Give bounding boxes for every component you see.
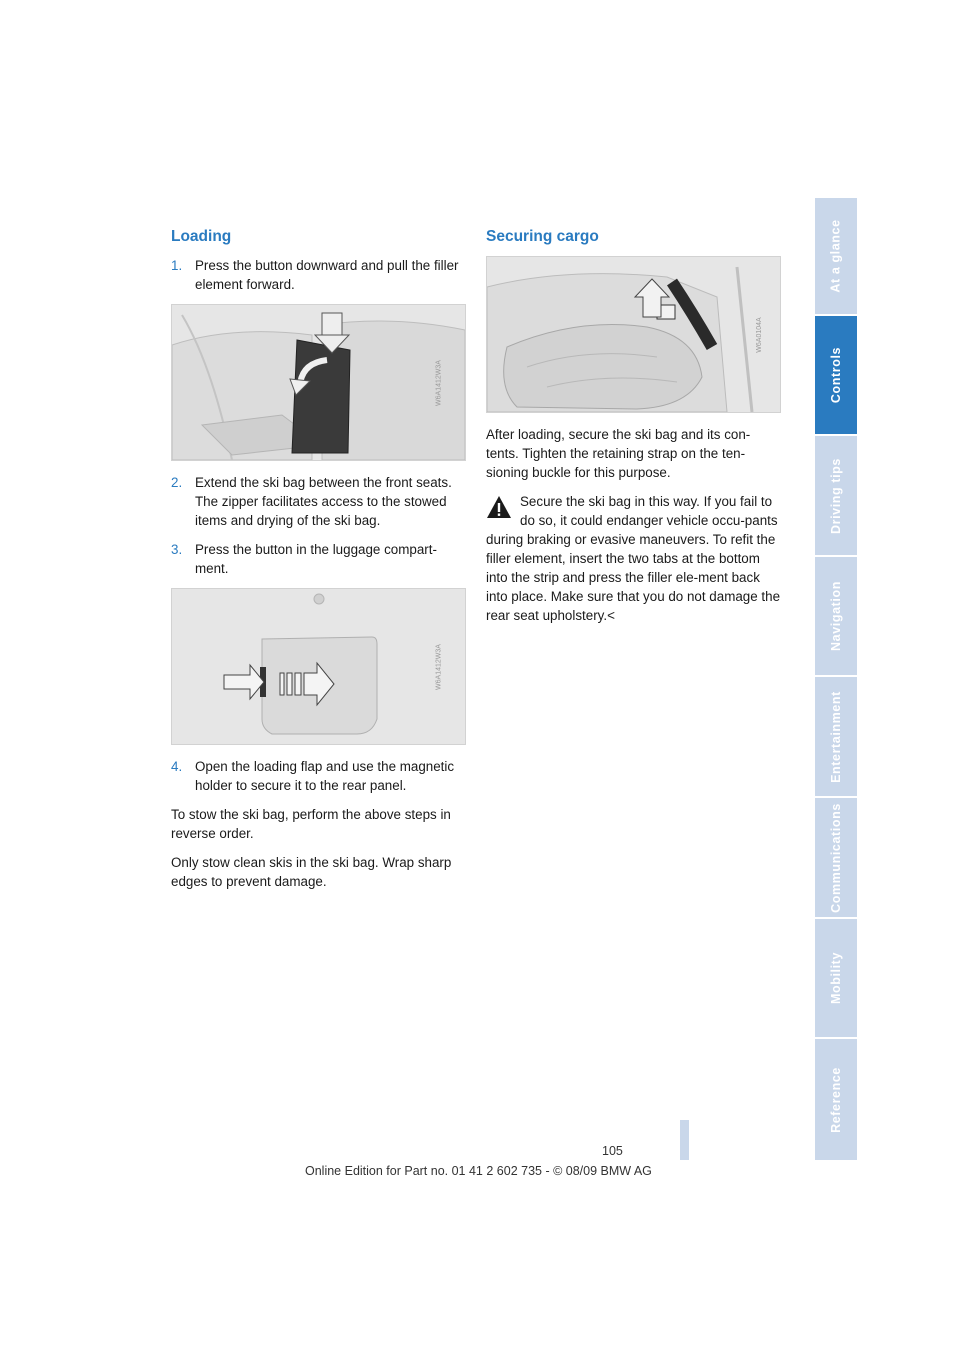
figure-code: W6A1412W3A bbox=[435, 643, 443, 690]
warning-text: Secure the ski bag in this way. If you fail to do so, it could endanger vehicle occu-pants during braking or evasive maneuvers. To refit the filler element, insert the two tabs at the bottom into the strip and press the filler ele-ment back into place. Make sure that you do not damage the rear seat upholstery. bbox=[486, 494, 781, 623]
tab-controls[interactable] bbox=[815, 316, 857, 436]
left-column bbox=[171, 228, 466, 901]
tab-driving-tips[interactable] bbox=[815, 436, 857, 557]
tab-label: Controls bbox=[829, 346, 843, 404]
step-number: 1. bbox=[171, 258, 183, 273]
figure-luggage-button bbox=[171, 588, 466, 745]
step-3 bbox=[171, 540, 466, 578]
tab-label: Entertainment bbox=[829, 690, 843, 783]
section-heading-securing-cargo: Securing cargo bbox=[486, 228, 599, 245]
section-heading-loading: Loading bbox=[171, 228, 232, 245]
step-text: Extend the ski bag between the front seats. The zipper facilitates access to the stowed items and drying of the ski bag. bbox=[195, 475, 452, 528]
step-text: Press the button downward and pull the filler element forward. bbox=[195, 258, 459, 292]
tab-label: Driving tips bbox=[829, 457, 843, 534]
step-1 bbox=[171, 256, 466, 294]
figure-code: W6A0104A bbox=[755, 316, 763, 353]
page-number: 105 bbox=[602, 1144, 623, 1158]
tab-label: Mobility bbox=[829, 951, 843, 1005]
paragraph-after-loading: After loading, secure the ski bag and its con-tents. Tighten the retaining strap on the ten-sioning buckle for this purpose. bbox=[486, 427, 751, 480]
tab-at-a-glance[interactable] bbox=[815, 198, 857, 316]
step-text: Press the button in the luggage compart-ment. bbox=[195, 542, 437, 576]
end-mark: < bbox=[607, 608, 615, 623]
tab-label: At a glance bbox=[829, 219, 844, 293]
step-text: Open the loading flap and use the magnetic holder to secure it to the rear panel. bbox=[195, 759, 455, 793]
paragraph-stow: To stow the ski bag, perform the above steps in reverse order. bbox=[171, 807, 451, 841]
figure-retaining-strap bbox=[486, 256, 781, 413]
step-number: 3. bbox=[171, 542, 183, 557]
footer-bar bbox=[680, 1120, 689, 1160]
step-4 bbox=[171, 757, 466, 795]
tab-label: Navigation bbox=[829, 581, 843, 651]
warning-triangle-icon bbox=[486, 494, 512, 520]
tab-entertainment[interactable] bbox=[815, 677, 857, 798]
warning-block bbox=[486, 492, 781, 625]
chapter-tabs bbox=[815, 198, 857, 1160]
step-2 bbox=[171, 473, 466, 530]
right-column bbox=[486, 228, 781, 625]
figure-code: W6A1412W3A bbox=[435, 359, 443, 406]
tab-label: Reference bbox=[829, 1066, 844, 1133]
footer-edition: Online Edition for Part no. 01 41 2 602 735 - © 08/09 BMW AG bbox=[305, 1164, 652, 1178]
figure-filler-element bbox=[171, 304, 466, 461]
tab-communications[interactable] bbox=[815, 798, 857, 919]
tab-reference[interactable] bbox=[815, 1039, 857, 1160]
tab-mobility[interactable] bbox=[815, 919, 857, 1039]
step-number: 2. bbox=[171, 475, 183, 490]
paragraph-clean-skis: Only stow clean skis in the ski bag. Wrap sharp edges to prevent damage. bbox=[171, 855, 452, 889]
tab-navigation[interactable] bbox=[815, 557, 857, 677]
step-number: 4. bbox=[171, 759, 183, 774]
tab-label: Communications bbox=[829, 802, 843, 913]
